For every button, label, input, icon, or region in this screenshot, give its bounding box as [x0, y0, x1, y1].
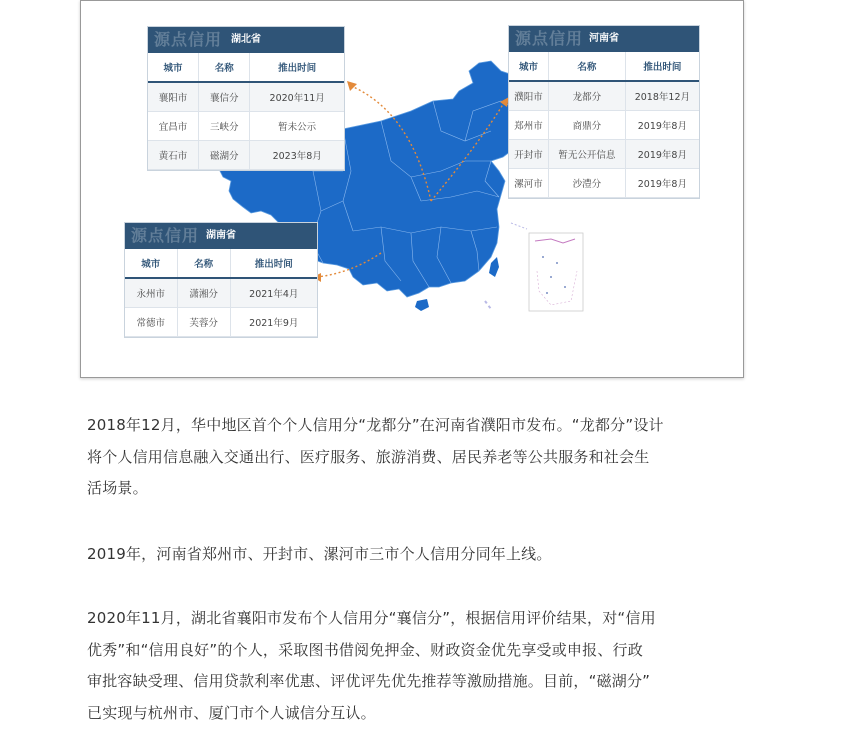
map-figure — [80, 0, 744, 378]
col-name: 名称 — [549, 52, 626, 81]
table-header-row — [509, 52, 699, 81]
hubei-table-title: 源点信用 湖北省 — [148, 27, 344, 53]
table-row: 襄阳市 襄信分 2020年11月 — [148, 82, 344, 112]
watermark: 源点信用 — [515, 29, 584, 48]
col-city: 城市 — [148, 53, 199, 82]
article-paragraph-3: 2020年11月，湖北省襄阳市发布个人信用分“襄信分”，根据信用评价结果，对“信用 优秀”和“信用良好”的个人，采取图书借阅免押金、财政资金优先享受或申报、行政 审批容缺受理、信用贷款利率优惠、评优评先优先推荐等激励措施。目前，“磁湖分” 已实现与杭州市、厦门市个人诚信分互认。 — [87, 609, 656, 722]
table-row: 永州市 潇湘分 2021年4月 — [125, 278, 317, 308]
table-header-row — [148, 53, 344, 82]
table-row: 濮阳市 龙都分 2018年12月 — [509, 81, 699, 111]
col-date: 推出时间 — [625, 52, 699, 81]
hunan-table-title: 源点信用 湖南省 — [125, 223, 317, 249]
table-row: 常德市 芙蓉分 2021年9月 — [125, 308, 317, 337]
col-city: 城市 — [509, 52, 549, 81]
south-china-sea-inset — [529, 233, 583, 311]
table-row: 宜昌市 三峡分 暂未公示 — [148, 112, 344, 141]
henan-table-title: 源点信用 河南省 — [509, 26, 699, 52]
taiwan-shape — [489, 257, 499, 277]
article-paragraph-2: 2019年，河南省郑州市、开封市、漯河市三市个人信用分同年上线。 — [87, 545, 552, 563]
watermark: 源点信用 — [154, 30, 223, 49]
table-row: 郑州市 商鼎分 2019年8月 — [509, 111, 699, 140]
col-date: 推出时间 — [250, 53, 344, 82]
hunan-table — [124, 222, 318, 338]
table-row: 黄石市 磁湖分 2023年8月 — [148, 141, 344, 170]
table-header-row — [125, 249, 317, 278]
arrow-head-hubei — [347, 81, 357, 91]
col-city: 城市 — [125, 249, 177, 278]
col-date: 推出时间 — [230, 249, 317, 278]
hainan-shape — [415, 299, 429, 311]
table-row: 开封市 暂无公开信息 2019年8月 — [509, 140, 699, 169]
col-name: 名称 — [177, 249, 230, 278]
watermark: 源点信用 — [131, 226, 200, 245]
article-paragraph-1: 2018年12月，华中地区首个个人信用分“龙都分”在河南省濮阳市发布。“龙都分”设计 将个人信用信息融入交通出行、医疗服务、旅游消费、居民养老等公共服务和社会生 活场景。 — [87, 416, 664, 497]
col-name: 名称 — [199, 53, 250, 82]
henan-table — [508, 25, 700, 199]
table-row: 漯河市 沙澧分 2019年8月 — [509, 169, 699, 198]
hubei-table — [147, 26, 345, 171]
